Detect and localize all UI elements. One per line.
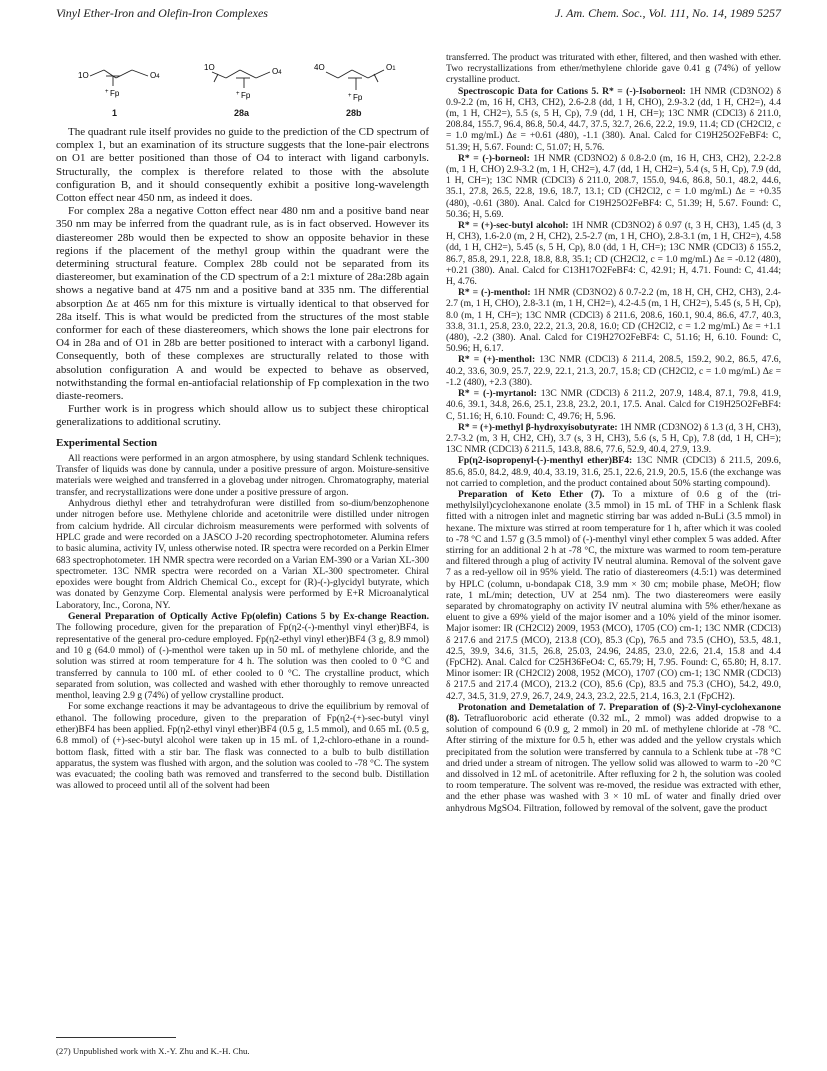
paragraph-body: 1H NMR (CD3NO2) δ 0.9-2.2 (m, 16 H, CH3, CH2), 2.6-2.8 (dd, 1 H, CHO), 2.9-3.2 (dd, 1 H, CH2=), 4.4 (m, 1 H, CH2=), 5.5 (s, 5 H, Cp), 7.9 (dd, 1 H, CH=); 13C NMR (CDCl3) δ 211.0, 208.84, 155.7, 96.4, 86.8, 50.4, 44.7, 37.5, 32.7, 26.6, 22.2, 19.9, 11.4; CD (CH2Cl2, c = 1.0 mg/mL) Δε = +0.61 (480), -1.1 (380). Anal. Calcd for C19H25O2FeBF4: C, 51.39; H, 5.67. Found: C, 51.07; H, 5.76. [446, 85, 781, 153]
paragraph [446, 702, 781, 814]
paragraph-body: To a mixture of 0.6 g of the (tri-methylsilyl)cyclohexanone enolate (3.5 mmol) in 15 mL of THF in a Schlenk flask fitted with a nitrogen inlet and magnetic stirring bar was added n-BuLi (3.5 mmol) in hexane. The mixture was stirred at room temperature for 1 h, after which it was cooled to -78 °C and 1.57 g (3.5 mmol) of (-)-menthyl vinyl ether complex 5 was added. After stirring for an additional 2 h at -78 °C, the mixture was warmed to room tem-perature and filtered through a plug of activity IV neutral alumina. Removal of the solvent gave 7 as a red-yellow oil in 95% yield. The ratio of diastereomers (4.5:1) was determined by HPLC (column, u-bondapak C18, 3.9 mm × 30 cm; mobile phase, MeOH; flow rate, 1 mL/min; detection, UV at 254 nm). The two diastereomers were easily separated by chromatography on activity IV neutral alumina with 5% ether/hexane as eluent to give a 69% yield of the major isomer and a 10% yield of the minor isomer. Major isomer: IR (CH2Cl2) 2009, 1953 (MCO), 1705 (CO) cm-1; 13C NMR (CDCl3) δ 217.6 and 217.5 (MCO), 213.8 (CO), 85.3 (Cp), 76.5 and 73.5 (CHO), 53.5, 48.1, 42.5, 39.9, 34.6, 31.5, 26.8, 25.03, 24.96, 24.85, 23.0, 22.6, 21.4, 15.8 and 4.4 (FpCH2). Anal. Calcd for C25H36FeO4: C, 65.79; H, 7.95. Found: C, 65.80; H, 8.17. Minor isomer: IR (CH2Cl2) 2008, 1952 (MCO), 1707 (CO) cm-1; 13C NMR (CDCl3) δ 217.5 and 217.4 (MCO), 213.2 (CO), 85.6 (Cp), 83.5 and 75.3 (CHO), 54.2, 49.0, 42.7, 34.5, 31.9, 27.9, 26.7, 24.9, 24.3, 23.2, 22.5, 21.4, 16.3, 2.1 (FpCH2). [446, 488, 781, 702]
paragraph [446, 153, 781, 220]
structure-28b [314, 63, 396, 102]
atom-o4: O4 [272, 67, 282, 76]
atom-o1: O1 [386, 63, 396, 72]
atom-o1: 1O [204, 63, 215, 72]
label-compound-1: 1 [112, 108, 118, 118]
running-head-title: Vinyl Ether-Iron and Olefin-Iron Complexes [56, 6, 268, 20]
runin-heading: General Preparation of Optically Active Fp(olefin) Cations 5 by Ex-change Reaction. [68, 611, 429, 623]
paragraph: Further work is in progress which should allow us to subject these chiroptical generalizations to additional scrutiny. [56, 403, 429, 429]
label-compound-28a: 28a [234, 108, 250, 118]
runin-heading: R* = (-)-myrtanol: [458, 388, 537, 400]
paragraph [446, 287, 781, 354]
section-heading: Experimental Section [56, 436, 158, 449]
running-head [56, 6, 781, 24]
footnote-rule [56, 1037, 176, 1038]
fp-label: Fp [353, 93, 363, 102]
experimental-text [56, 453, 429, 792]
paragraph-body: 13C NMR (CDCl3) δ 211.2, 207.9, 148.4, 87.1, 79.8, 41.9, 40.6, 39.1, 34.8, 26.6, 25.1, 23.8, 23.2, 20.1, 17.5. Anal. Calcd for C19H25O2FeBF4: C, 51.16; H, 6.10. Found: C, 49.76; H, 5.96. [446, 388, 781, 422]
charge-plus: + [348, 93, 352, 99]
runin-heading: Spectroscopic Data for Cations 5. R* = (-)-Isoborneol: [458, 85, 686, 97]
paragraph [446, 354, 781, 388]
charge-plus: + [236, 91, 240, 97]
runin-heading: Protonation and Demetalation of 7. Preparation of (S)-2-Vinyl-cyclohexanone (8). [446, 701, 781, 724]
discussion-text [56, 126, 429, 430]
footnote: (27) Unpublished work with X.-Y. Zhu and K.-H. Chu. [56, 1046, 250, 1056]
paragraph [56, 611, 429, 701]
structure-28a [204, 63, 282, 100]
paragraph [446, 489, 781, 702]
paragraph-body: The following procedure, given for the preparation of Fp(η2-(-)-menthyl vinyl ether)BF4, is representative of the general pro-cedure employed. Fp(η2-ethyl vinyl ether)BF4 (3 g, 8.9 mmol) and 10 g (64.0 mmol) of (-)-menthol were taken up in 50 mL of methylene chloride, and the solution was stirred at room temperature for 4 h. The solution was then cooled to 0 °C and transferred by cannula to 100 mL of ether cooled to 0 °C. The crystalline product, which separated from solution, was collected and washed with ether thoroughly to remove unreacted menthol, leaving 2.9 g (74%) of yellow crystalline product. [56, 622, 429, 702]
runin-heading: R* = (+)-menthol: [458, 354, 536, 366]
paragraph: For complex 28a a negative Cotton effect near 480 nm and a positive band near 350 nm may be inferred from the quadrant rule, as is in fact observed. However its diastereomer 28b would then be expected to show an opposite behavior in these regions if the placement of the methyl group within the quadrant were the determining structural feature. Complex 28b could not be separated from its diastereomer, but examination of the CD spectrum of a 2:1 mixture of 28a:28b again shows a negative band at 475 nm and a positive band at 335 nm. The differential absorption Δε at 465 nm for this mixture is virtually identical to that observed for 28a itself. This is what would be predicted from the structures of the most stable conformer for each of these diastereomers, which shows the lone pair electrons for O4 in 28a and of O1 in 28b are better positioned to interact with a carbonyl ligand. Consequently, both of these complexes are structurally related to those with absolution configuration A and would be expected to behave as observed, notwithstanding the formal en-antiofacial relationship of Fp complexation in the two diaste-reomers. [56, 205, 429, 403]
paragraph-body: Tetrafluoroboric acid etherate (0.32 mL, 2 mmol) was added dropwise to a solution of compound 6 (0.9 g, 2 mmol) in 20 mL of methylene chloride at -78 °C. After stirring of the mixture for 0.5 h, ether was added and the yellow crystals which precipitated from the solution were transferred by cannula to a Schlenk tube at -78 °C and dried under a stream of nitrogen. The yellow solid was allowed to warm to -20 °C and dissolved in 12 mL of acetonitrile. After refluxing for 2 h, the solution was cooled to room temperature. The solvent was re-moved, the residue was extracted with ether, and the ether phase was washed with 3 × 10 mL of water and finally dried over anhydrous MgSO4. Filtration, followed by removal of the solvent, gave the product [446, 712, 781, 814]
charge-plus: + [105, 89, 109, 95]
paragraph [446, 388, 781, 422]
atom-o4: O4 [150, 71, 160, 80]
fp-label: Fp [110, 89, 120, 98]
fp-label: Fp [241, 91, 251, 100]
paragraph: transferred. The product was triturated with ether, filtered, and then washed with ether. Two recrystallizations from ether/methylene chloride gave 0.41 g (74%) of yellow crystalline product. [446, 52, 781, 86]
paragraph-body: 13C NMR (CDCl3) δ 211.5, 209.6, 85.6, 85.0, 84.2, 48.9, 40.4, 33.19, 31.6, 25.1, 22.6, 21.9, 20.5, 15.6 (the exchange was not carried to completion, and the product contained about 50% starting compound). [446, 455, 781, 489]
runin-heading: Preparation of Keto Ether (7). [458, 488, 605, 500]
runin-heading: R* = (+)-methyl β-hydroxyisobutyrate: [458, 421, 618, 433]
paragraph-body: 13C NMR (CDCl3) δ 211.4, 208.5, 159.2, 90.2, 86.5, 47.6, 40.2, 33.6, 30.9, 25.7, 22.9, 22.1, 21.3, 20.7, 15.8; CD (CH2Cl2, c = 1.0 mg/mL) Δε = -1.2 (480), +2.3 (380). [446, 354, 781, 388]
paragraph: Anhydrous diethyl ether and tetrahydrofuran were distilled from so-dium/benzophenone under nitrogen before use. Methylene chloride and acetonitrile were distilled under nitrogen from calcium hydride. All circular dichroism measurements were performed with solvents of HPLC grade and were recorded on a JASCO J-20 recording spectrophotometer. Alumina refers to basic alumina, activity IV, unless otherwise noted. IR spectra were recorded on a Perkin Elmer 683 spectrophotometer. 1H NMR spectra were recorded on a Varian EM-390 or a Varian XL-300 spectrometer. 13C NMR spectra were recorded on a Varian XL-300 spectrometer. Chiral epoxides were bought from Aldrich Chemical Co., except for (R)-(-)-glycidyl butyrate, which was donated by Genzyme Corp. Elemental analysis were performed by E+R Microanalytical Laboratory, Inc., Corona, NY. [56, 498, 429, 611]
atom-o1: 1O [78, 71, 89, 80]
paragraph: The quadrant rule itself provides no guide to the prediction of the CD spectrum of complex 1, but an examination of its structure suggests that the lone-pair electrons on O1 are better positioned than those of O4 to interact with ligand carbonyls. Structurally, the complex is therefore related to those with the absolute configuration B, and it should consequently exhibit a positive long-wavelength Cotton effect near 450 nm, as indeed it does. [56, 126, 429, 205]
atom-o4: 4O [314, 63, 325, 72]
paragraph-body: 1H NMR (CD3NO2) δ 0.7-2.2 (m, 18 H, CH, CH2, CH3), 2.4-2.7 (m, 1 H, CHO), 2.8-3.1 (m, 1 H, CH2=), 4.2-4.5 (m, 1 H, CH2=), 5.45 (s, 5 H, Cp), 8.0 (m, 1 H, CH=); 13C NMR (CDCl3) δ 211.6, 208.6, 160.1, 90.4, 86.6, 47.7, 40.3, 33.8, 31.1, 25.8, 23.0, 22.2, 21.3, 20.8, 16.0; CD (CH2Cl2, c = 1.2 mg/mL) Δε = +1.1 (480), -2.2 (380). Anal. Calcd for C19H27O2FeBF4: C, 51.16; H, 6.10. Found: C, 50.96; H, 6.17. [446, 287, 781, 355]
runin-heading: Fp(η2-isopropenyl-(-)-menthyl ether)BF4: [458, 455, 633, 467]
paragraph-body: 1H NMR (CD3NO2) δ 0.97 (t, 3 H, CH3), 1.45 (d, 3 H, CH3), 1.6-2.0 (m, 2 H, CH2), 2.5-2.7 (m, 1 H, CHO), 2.8-3.1 (m, 1 H, CH2=), 4.58 (dd, 1 H, CH2=), 5.45 (s, 5 H, Cp), 8.0 (dd, 1 H, CH=); 13C NMR (CDCl3) δ 155.2, 86.7, 85.8, 29.1, 22.8, 18.8, 8.8, 35.1; CD (CH2Cl2, c = 1.0 mg/mL) Δε = -0.12 (480), +0.21 (380). Anal. Calcd for C13H17O2FeBF4: C, 42.91; H, 4.71. Found: C, 41.44; H, 4.76. [446, 220, 781, 288]
paragraph [446, 422, 781, 456]
structure-figure [56, 56, 429, 122]
runin-heading: R* = (-)-borneol: [458, 152, 530, 164]
running-head-citation: J. Am. Chem. Soc., Vol. 111, No. 14, 1989 5257 [555, 6, 781, 20]
paragraph: For some exchange reactions it may be advantageous to drive the equilibrium by removal of ethanol. The following procedure, given to the preparation of Fp(η2-(+)-sec-butyl vinyl ether)BF4 has been applied. Fp(η2-ethyl vinyl ether)BF4 (0.5 g, 1.5 mmol), and 0.65 mL (0.5 g, 6.8 mmol) of (+)-sec-butyl alcohol were taken up in 15 mL of 1,2-chloro-ethane in a round-bottom flask, fitted with a stir bar. The flask was connected to a bulb to bulb distillation apparatus, the system was flushed with argon, and the solution was cooled to -78 °C. The system was evacuated; the cooling bath was removed and transferred to the second bulb. Distillation was allowed to proceed until all of the solvent had been [56, 701, 429, 792]
paragraph-body: 1H NMR (CD3NO2) δ 0.8-2.0 (m, 16 H, CH3, CH2), 2.2-2.8 (m, 1 H, CHO) 2.9-3.2 (m, 1 H, CH2=), 4.7 (dd, 1 H, CH2=), 5.4 (s, 5 H, Cp), 7.9 (dd, 1 H, CH=); 13C NMR (CDCl3) δ 211.0, 208.7, 155.0, 94.6, 86.8, 50.1, 48.2, 44.6, 35.1, 27.8, 26.5, 22.8, 19.6, 18.7, 13.1; CD (CH2Cl2, c = 1.0 mg/mL) Δε = +0.35 (480), -0.61 (380). Anal. Calcd for C19H25O2FeBF4: C, 51.39; H, 5.67. Found: C, 50.36; H, 5.69. [446, 152, 781, 220]
paragraph [446, 220, 781, 287]
structure-1 [78, 70, 160, 98]
paragraph [446, 455, 781, 489]
paragraph-body: 1H NMR (CD3NO2) δ 1.3 (d, 3 H, CH3), 2.7-3.2 (m, 3 H, CH2, CH), 3.7 (s, 3 H, CH3), 5.6 (s, 5 H, Cp), 7.8 (dd, 1 H, CH=); 13C NMR (CDCl3) δ 211.5, 143.8, 88.6, 77.6, 52.9, 40.4, 27.9, 13.9. [446, 421, 781, 456]
runin-heading: R* = (+)-sec-butyl alcohol: [458, 220, 569, 232]
runin-heading: R* = (-)-menthol: [458, 287, 531, 299]
label-compound-28b: 28b [346, 108, 362, 118]
paragraph: All reactions were performed in an argon atmosphere, by using standard Schlenk techniques. Transfer of liquids was done by cannula, under a positive pressure of argon. Moisture-sensitive materials were weighed and transferred in a glovebag under nitrogen. Chromatography, material transfer, and recrystallizations were done under a positive pressure of argon. [56, 452, 429, 498]
left-column [56, 56, 429, 792]
paragraph [446, 86, 781, 153]
right-column [446, 52, 781, 814]
